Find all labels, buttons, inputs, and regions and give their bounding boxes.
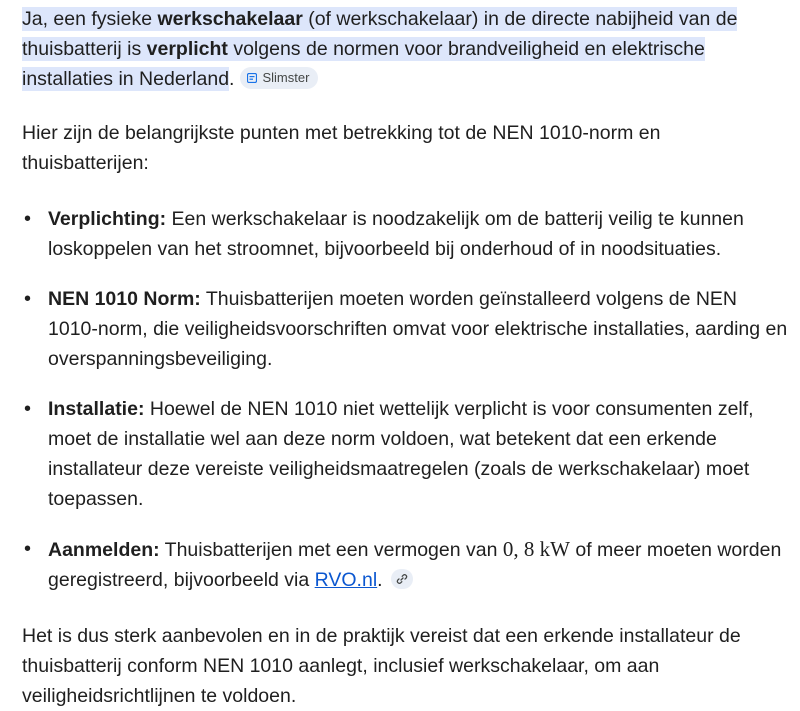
intro-text-3: volgens de normen voor brandveiligheid en elektrische installaties in Nederland <box>22 38 705 90</box>
bullet: • <box>24 538 32 560</box>
source-chip-label: Slimster <box>262 70 310 85</box>
rvo-link[interactable]: RVO.nl <box>314 569 378 591</box>
list-item <box>22 284 792 374</box>
item-title: Installatie: <box>48 398 145 420</box>
intro-bold-verplicht: verplicht <box>146 38 228 60</box>
item-text: Thuisbatterijen moeten worden geïnstalleerd volgens de NEN 1010-norm, die veiligheidsvoorschriften omvat voor elektrische installaties, aarding en overspanningsbeveiliging. <box>48 288 788 370</box>
key-points-list <box>22 204 792 595</box>
intro-period: . <box>229 68 235 90</box>
link-icon <box>396 573 408 585</box>
source-doc-icon <box>247 73 257 83</box>
closing-paragraph: Het is dus sterk aanbevolen en in de praktijk vereist dat een erkende installateur de thuisbatterij conform NEN 1010 aanlegt, inclusief werkschakelaar, om aan veiligheidsrichtlijnen te voldoen. <box>22 625 741 707</box>
intro-text-1: Ja, een fysieke <box>22 8 158 30</box>
item-text: Hoewel de NEN 1010 niet wettelijk verplicht is voor consumenten zelf, moet de installatie wel aan deze norm voldoen, wat betekent dat een erkende installateur deze vereiste veiligheidsmaatregelen (zoals de werkschakelaar) moet toepassen. <box>48 398 754 510</box>
item-text: Een werkschakelaar is noodzakelijk om de batterij veilig te kunnen loskoppelen van het stroomnet, bijvoorbeeld bij onderhoud of in noodsituaties. <box>48 208 744 260</box>
item-title: NEN 1010 Norm: <box>48 288 201 310</box>
link-chip[interactable] <box>391 569 413 589</box>
intro-bold-werkschakelaar: werkschakelaar <box>157 8 303 30</box>
bullet: • <box>24 208 32 230</box>
intro-paragraph <box>22 4 792 94</box>
bullet: • <box>24 398 32 420</box>
item-text: of meer moeten worden geregistreerd, bijvoorbeeld via <box>48 539 782 591</box>
power-value: 0, 8 kW <box>502 537 570 561</box>
source-chip[interactable] <box>240 67 318 89</box>
list-item <box>22 394 792 514</box>
bullet: • <box>24 288 32 310</box>
lead-paragraph: Hier zijn de belangrijkste punten met betrekking tot de NEN 1010-norm en thuisbatterijen: <box>22 122 661 174</box>
item-title: Aanmelden: <box>48 539 160 561</box>
item-period: . <box>377 569 383 591</box>
list-item <box>22 204 792 264</box>
item-text: Thuisbatterijen met een vermogen van <box>159 539 503 561</box>
intro-text-2: (of werkschakelaar) in de directe nabijheid van de thuisbatterij is <box>22 8 738 60</box>
item-title: Verplichting: <box>48 208 167 230</box>
highlighted-answer[interactable] <box>22 7 737 91</box>
list-item <box>22 534 792 595</box>
